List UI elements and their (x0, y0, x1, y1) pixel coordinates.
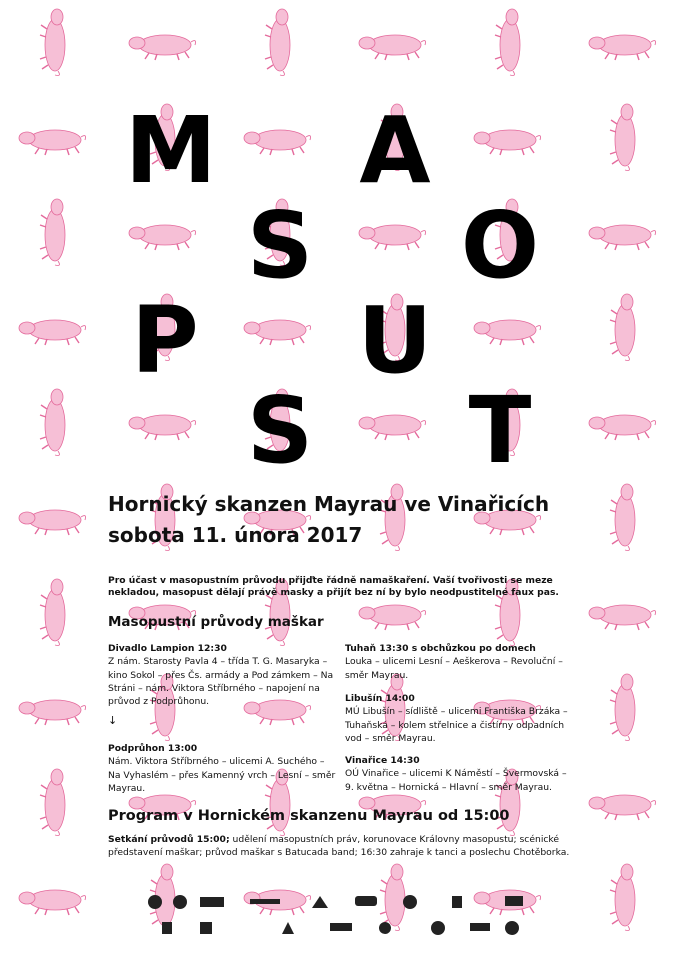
pig-icon (610, 674, 635, 741)
pig-icon (359, 605, 426, 630)
pig-icon (40, 389, 65, 456)
title-letter-o: O (460, 192, 540, 299)
procession-right-3 (345, 754, 575, 794)
pig-icon (19, 890, 86, 915)
pig-icon (265, 9, 290, 76)
venue-heading: Hornický skanzen Mayrau ve Vinařicích (108, 492, 550, 516)
pig-icon (19, 320, 86, 345)
program-text (108, 833, 578, 860)
pig-icon (40, 579, 65, 646)
sponsor-logo-icon (148, 895, 162, 909)
sponsor-logo-icon (355, 896, 377, 906)
pig-icon (474, 320, 541, 345)
procession-right-2 (345, 692, 575, 745)
pig-icon (129, 225, 196, 250)
sponsor-logo-icon (200, 897, 224, 907)
pig-icon (40, 9, 65, 76)
pig-icon (359, 225, 426, 250)
procession-route: OÚ Vinařice – ulicemi K Náměstí – Švermovská – 9. května – Hornická – Hlavní – směr Mayrau. (345, 768, 567, 793)
title-letter-u: U (357, 287, 433, 394)
pig-icon (589, 35, 656, 60)
title-letter-m: M (125, 97, 217, 204)
pig-icon (495, 9, 520, 76)
sponsor-logo-icon (330, 923, 352, 931)
program-lead: Setkání průvodů 15:00; (108, 834, 230, 845)
pig-icon (610, 484, 635, 551)
procession-title: Podprůhon 13:00 (108, 743, 198, 754)
procession-title: Libušín 14:00 (345, 693, 415, 704)
pig-icon (359, 35, 426, 60)
sponsor-logo-icon (250, 899, 280, 904)
pig-icon (359, 415, 426, 440)
pig-icon (610, 294, 635, 361)
pig-icon (40, 199, 65, 266)
procession-left-1 (108, 642, 338, 709)
title-letter-s: S (246, 192, 314, 299)
sponsor-logo-icon (505, 921, 519, 935)
pig-icon (610, 864, 635, 931)
sponsor-logo-icon (200, 922, 212, 934)
pig-icon (589, 225, 656, 250)
pig-icon (19, 510, 86, 535)
sponsor-logo-icon (379, 922, 391, 934)
sponsor-logo-icon (452, 896, 462, 908)
pig-icon (474, 130, 541, 155)
pig-icon (589, 605, 656, 630)
arrow-down-icon: ↓ (108, 714, 118, 727)
sponsor-logo-icon (470, 923, 490, 931)
pig-icon (589, 795, 656, 820)
title-letter-p: P (131, 287, 199, 394)
procession-left-2 (108, 742, 338, 795)
procession-right-1 (345, 642, 575, 682)
program-body: udělení masopustních práv, korunovace Královny masopustu; scénické představení maškar; průvod maškar s Batucada band; 16:30 zahraje k tanci a poslechu Chotěborka. (108, 834, 570, 859)
procession-route: MÚ Libušín – sídliště – ulicemi Františka Brzáka – Tuhaňská – kolem střelnice a čistírny odpadních vod – směr Mayrau. (345, 706, 568, 745)
procession-title: Divadlo Lampion 12:30 (108, 643, 227, 654)
pig-icon (610, 104, 635, 171)
sponsor-logo-icon (403, 895, 417, 909)
procession-title: Tuhaň 13:30 s obchůzkou po domech (345, 643, 536, 654)
pig-icon (19, 700, 86, 725)
pig-icon (129, 415, 196, 440)
sponsor-logos (140, 890, 560, 945)
pig-icon (19, 130, 86, 155)
pig-icon (589, 415, 656, 440)
procession-route: Z nám. Starosty Pavla 4 – třída T. G. Masaryka – kino Sokol – přes Čs. armády a Pod zámkem – Na Stráni – nám. Viktora Stříbrného – napojení na průvod z Podprůhonu. (108, 656, 334, 708)
sponsor-logo-icon (173, 895, 187, 909)
pig-icon (40, 769, 65, 836)
procession-title: Vinařice 14:30 (345, 755, 420, 766)
sponsor-logo-icon (505, 896, 523, 906)
processions-heading: Masopustní průvody maškar (108, 614, 324, 630)
pig-icon (244, 320, 311, 345)
intro-text: Pro účast v masopustním průvodu přijďte řádně namaškaření. Vaší tvořivosti se meze nekladou, masopust dělají právě masky a přijít bez ní by bylo neodpustitelné faux pas. (108, 575, 559, 599)
title-letter-s2: S (246, 377, 314, 484)
sponsor-logo-icon (162, 922, 172, 934)
procession-route: Nám. Viktora Stříbrného – ulicemi A. Suchého – Na Vyhaslém – přes Kamenný vrch – Lesní – směr Mayrau. (108, 756, 336, 795)
procession-route: Louka – ulicemi Lesní – Aeškerova – Revoluční – směr Mayrau. (345, 656, 563, 681)
sponsor-logo-icon (312, 896, 328, 908)
title-letter-a: A (359, 97, 431, 204)
sponsor-logo-icon (282, 922, 294, 934)
pig-icon (244, 130, 311, 155)
title-letter-t: T (468, 377, 532, 484)
pig-icon (129, 35, 196, 60)
date-heading: sobota 11. února 2017 (108, 523, 363, 547)
sponsor-logo-icon (431, 921, 445, 935)
program-heading: Program v Hornickém skanzenu Mayrau od 15:00 (108, 808, 510, 824)
